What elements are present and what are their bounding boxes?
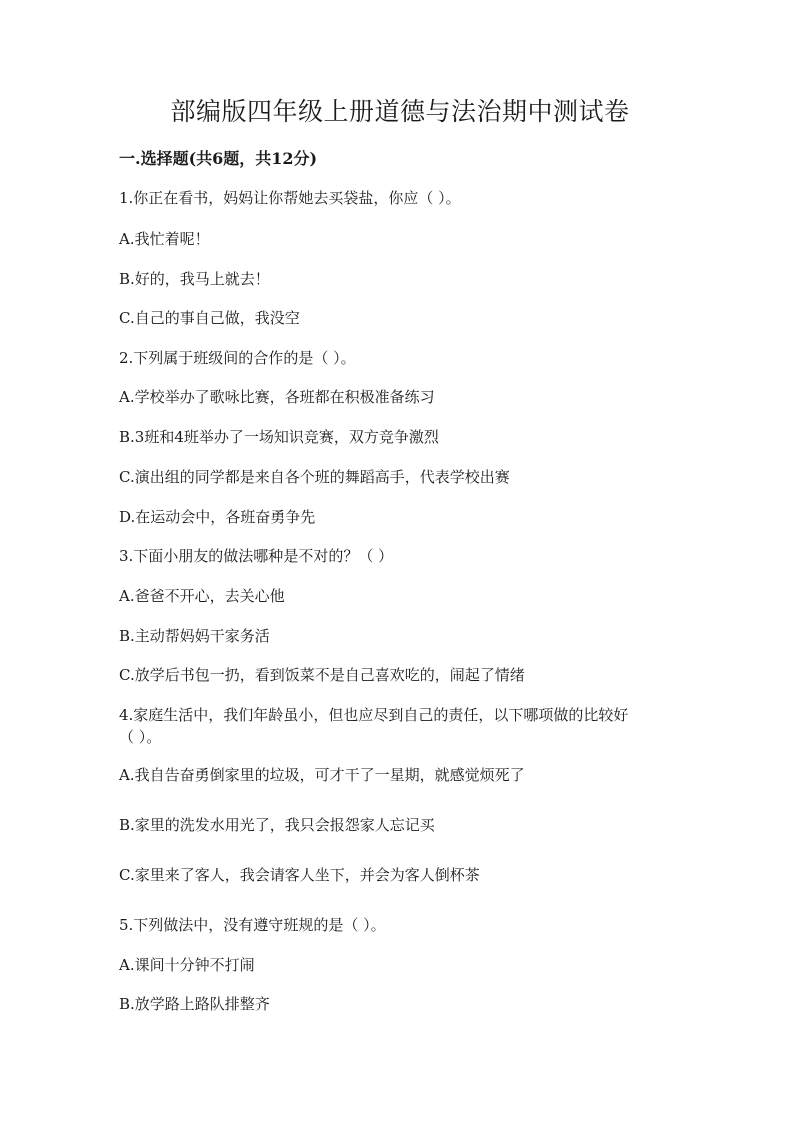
question-3-option-c: C.放学后书包一扔，看到饭菜不是自己喜欢吃的，闹起了情绪: [119, 666, 525, 684]
page-title: 部编版四年级上册道德与法治期中测试卷: [170, 97, 630, 126]
question-1-stem: 1.你正在看书，妈妈让你帮她去买袋盐，你应（ ）。: [119, 189, 461, 207]
question-2-option-b: B.3班和4班举办了一场知识竞赛，双方竞争激烈: [119, 428, 439, 446]
question-1-option-b: B.好的，我马上就去！: [119, 270, 270, 288]
question-3-stem: 3.下面小朋友的做法哪种是不对的？（ ）: [119, 547, 394, 565]
question-2-stem: 2.下列属于班级间的合作的是（ ）。: [119, 349, 356, 367]
question-5-option-b: B.放学路上路队排整齐: [119, 995, 270, 1013]
question-5-stem: 5.下列做法中，没有遵守班规的是（ ）。: [119, 916, 386, 934]
question-4-stem-continued: （ ）。: [119, 728, 162, 746]
question-2-option-a: A.学校举办了歌咏比赛，各班都在积极准备练习: [119, 388, 435, 406]
question-1-option-a: A.我忙着呢！: [119, 230, 210, 248]
question-5-option-a: A.课间十分钟不打闹: [119, 956, 255, 974]
question-4-option-b: B.家里的洗发水用光了，我只会报怨家人忘记买: [119, 816, 435, 834]
question-3-option-b: B.主动帮妈妈干家务活: [119, 627, 270, 645]
question-1-option-c: C.自己的事自己做，我没空: [119, 309, 300, 327]
question-3-option-a: A.爸爸不开心，去关心他: [119, 587, 285, 605]
question-2-option-c: C.演出组的同学都是来自各个班的舞蹈高手，代表学校出赛: [119, 468, 510, 486]
question-2-option-d: D.在运动会中，各班奋勇争先: [119, 508, 316, 526]
section-heading: 一.选择题(共6题，共12分): [119, 149, 318, 168]
question-4-option-c: C.家里来了客人，我会请客人坐下，并会为客人倒杯茶: [119, 866, 480, 884]
question-4-stem: 4.家庭生活中，我们年龄虽小，但也应尽到自己的责任，以下哪项做的比较好: [119, 706, 629, 724]
question-4-option-a: A.我自告奋勇倒家里的垃圾，可才干了一星期，就感觉烦死了: [119, 766, 525, 784]
